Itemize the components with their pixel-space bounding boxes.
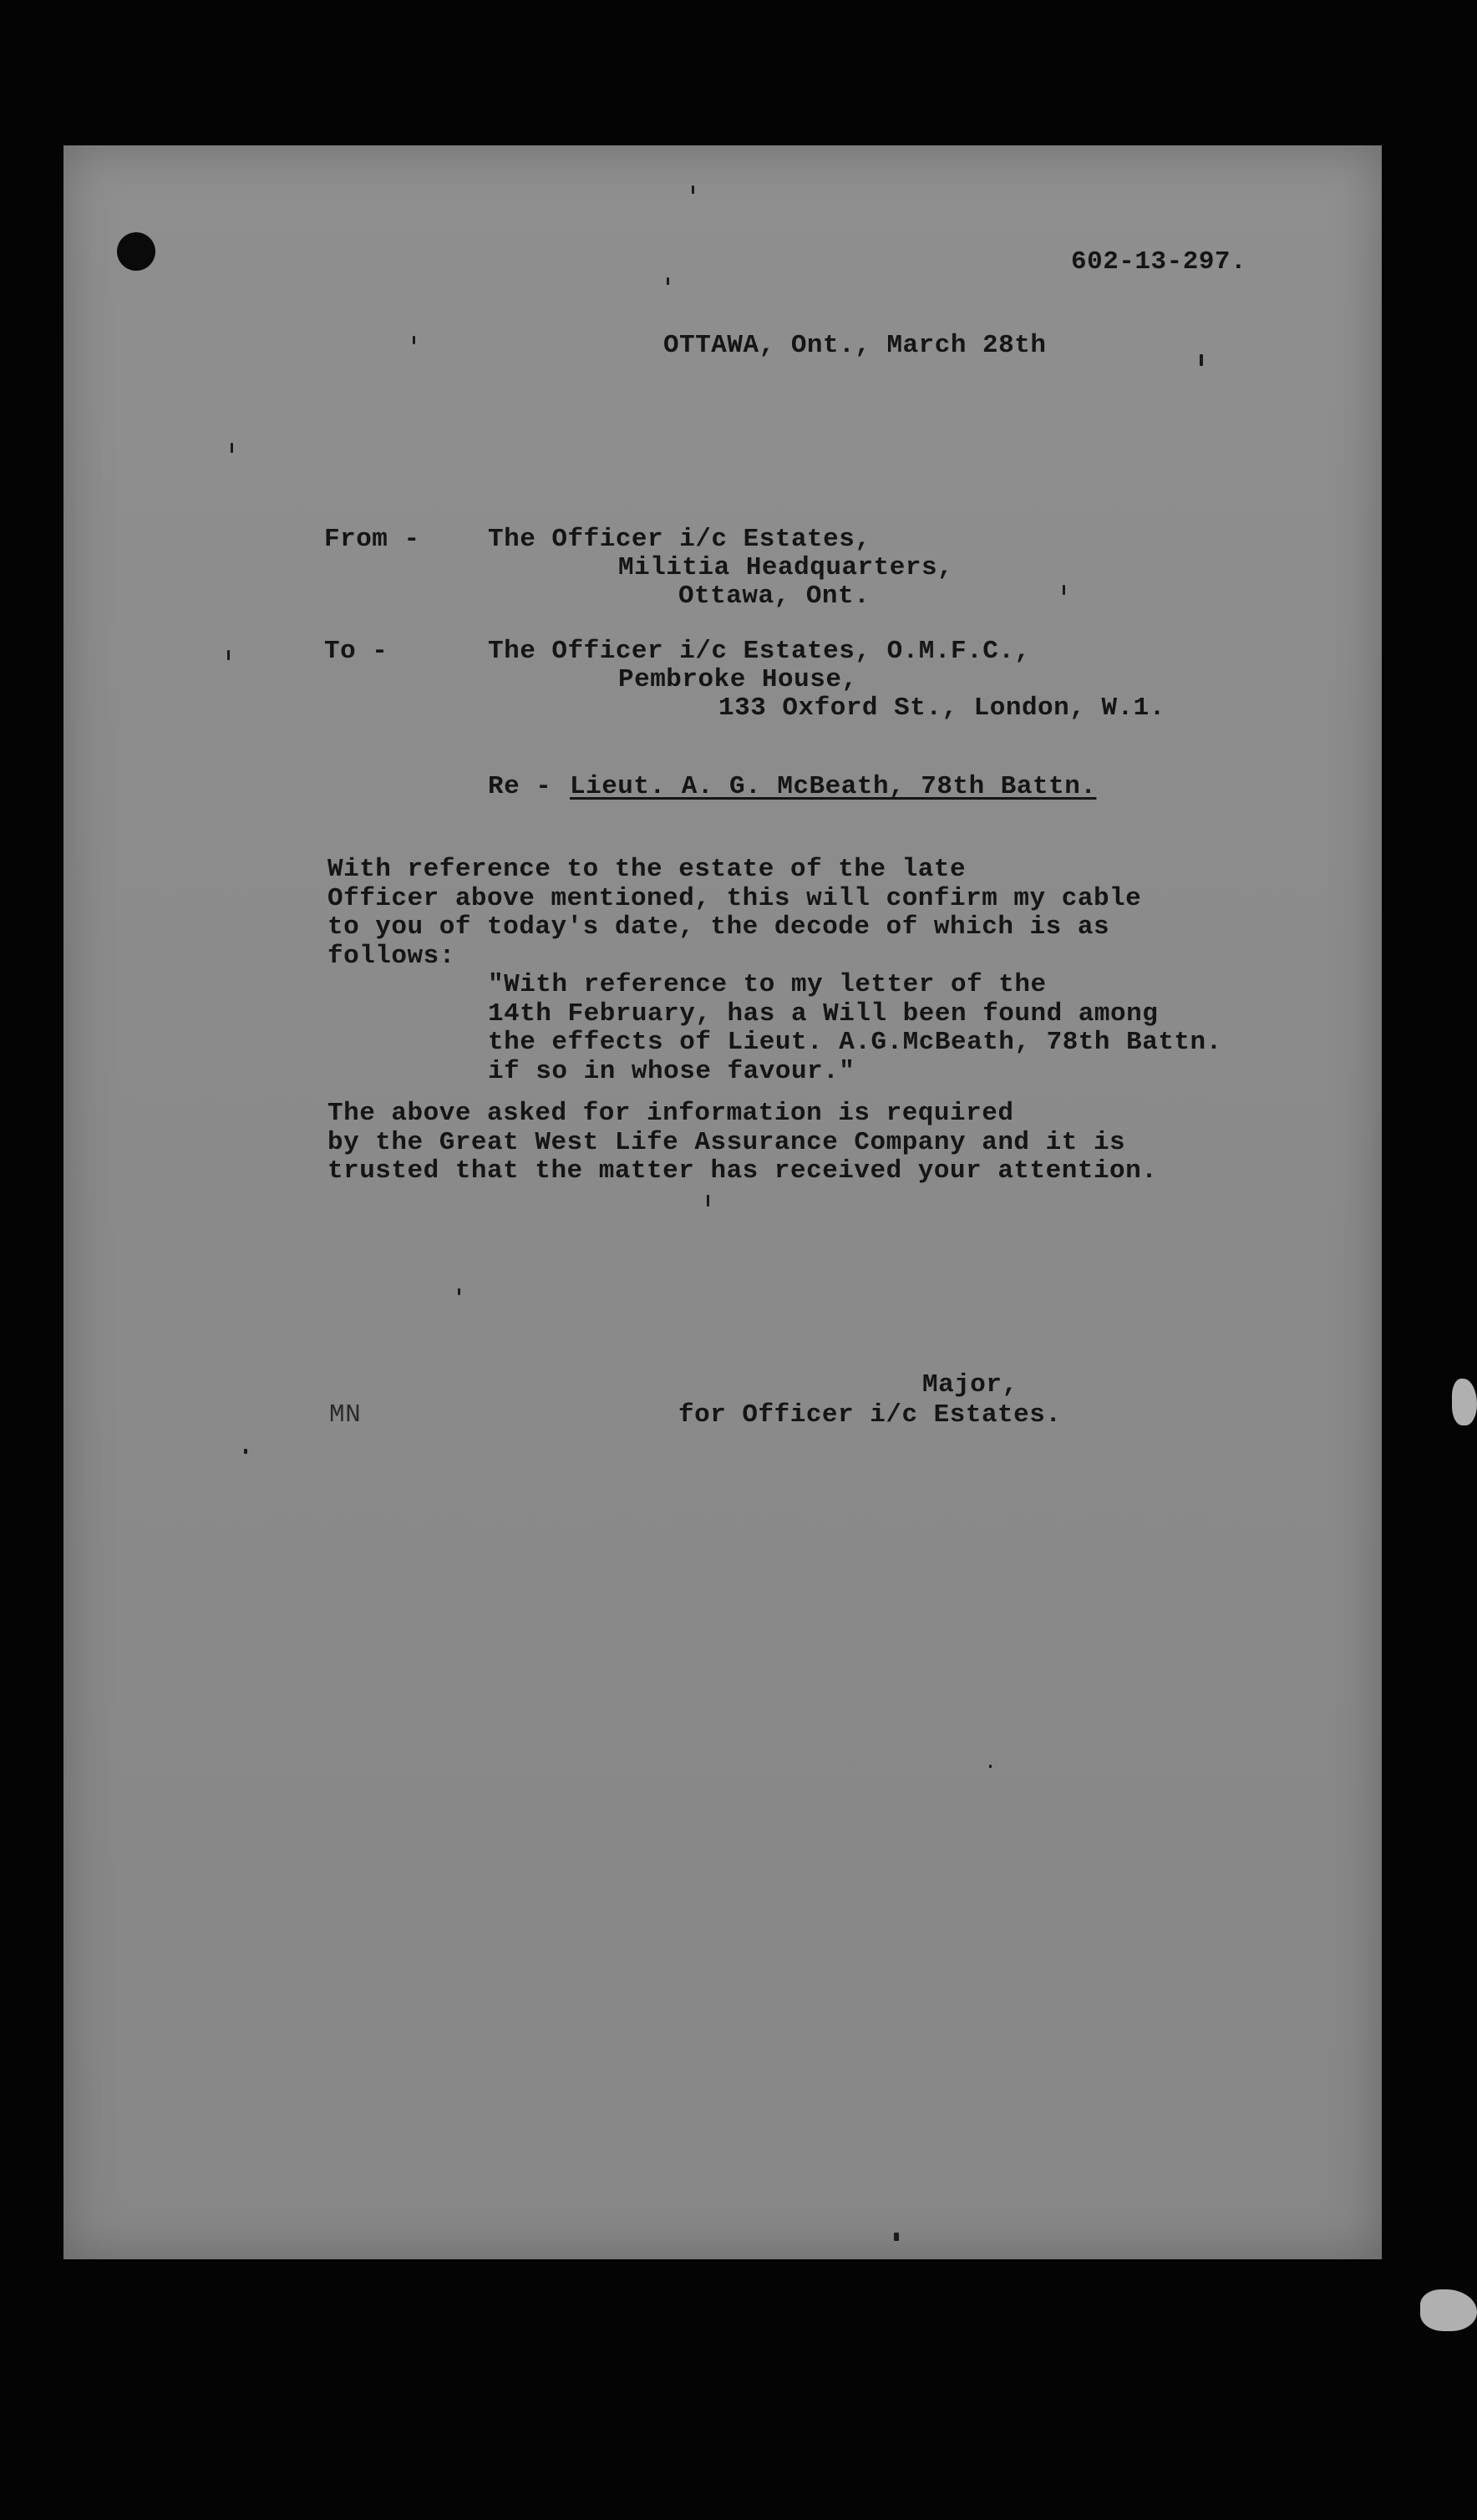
scan-speck — [244, 1449, 247, 1454]
from-label: From - — [324, 525, 420, 554]
body-paragraph: With reference to the estate of the late Officer above mentioned, this will confirm my cable to you of today's date, the decode of which is as follows: — [327, 855, 1142, 971]
scan-speck — [1063, 585, 1065, 595]
scan-speck — [707, 1195, 709, 1207]
scan-speck — [458, 1288, 460, 1295]
body-paragraph: The above asked for information is required by the Great West Life Assurance Company and it is trusted that the matter has received your attention. — [327, 1099, 1158, 1186]
punch-hole — [117, 232, 155, 271]
signature-rank: Major, — [922, 1370, 1018, 1400]
paper-scrap — [1420, 2289, 1477, 2331]
from-line: The Officer i/c Estates, — [488, 525, 871, 554]
scan-speck — [989, 1765, 992, 1768]
from-line: Militia Headquarters, — [618, 553, 954, 582]
file-number: 602-13-297. — [1071, 247, 1247, 277]
to-label: To - — [324, 637, 388, 666]
scan-speck — [1200, 354, 1203, 366]
quoted-cable: "With reference to my letter of the 14th February, has a Will been found among the effects of Lieut. A.G.McBeath, 78th Battn. if so in whose favour." — [488, 970, 1222, 1086]
scan-speck — [667, 277, 669, 285]
paper-scrap — [1452, 1379, 1477, 1425]
scan-speck — [231, 443, 233, 453]
signature-line: for Officer i/c Estates. — [678, 1400, 1062, 1430]
to-line: The Officer i/c Estates, O.M.F.C., — [488, 637, 1031, 666]
re-prefix: Re - — [488, 772, 552, 801]
dateline: OTTAWA, Ont., March 28th — [663, 331, 1047, 360]
letter-sheet — [63, 145, 1382, 2259]
scan-speck — [894, 2233, 899, 2241]
scan-speck — [227, 650, 230, 660]
to-line: Pembroke House, — [618, 665, 858, 694]
typist-initials: MN — [329, 1400, 362, 1430]
from-line: Ottawa, Ont. — [678, 582, 870, 611]
re-subject: Lieut. A. G. McBeath, 78th Battn. — [570, 772, 1097, 801]
scan-speck — [692, 185, 694, 194]
scan-speck — [413, 336, 415, 344]
to-line: 133 Oxford St., London, W.1. — [718, 694, 1165, 723]
